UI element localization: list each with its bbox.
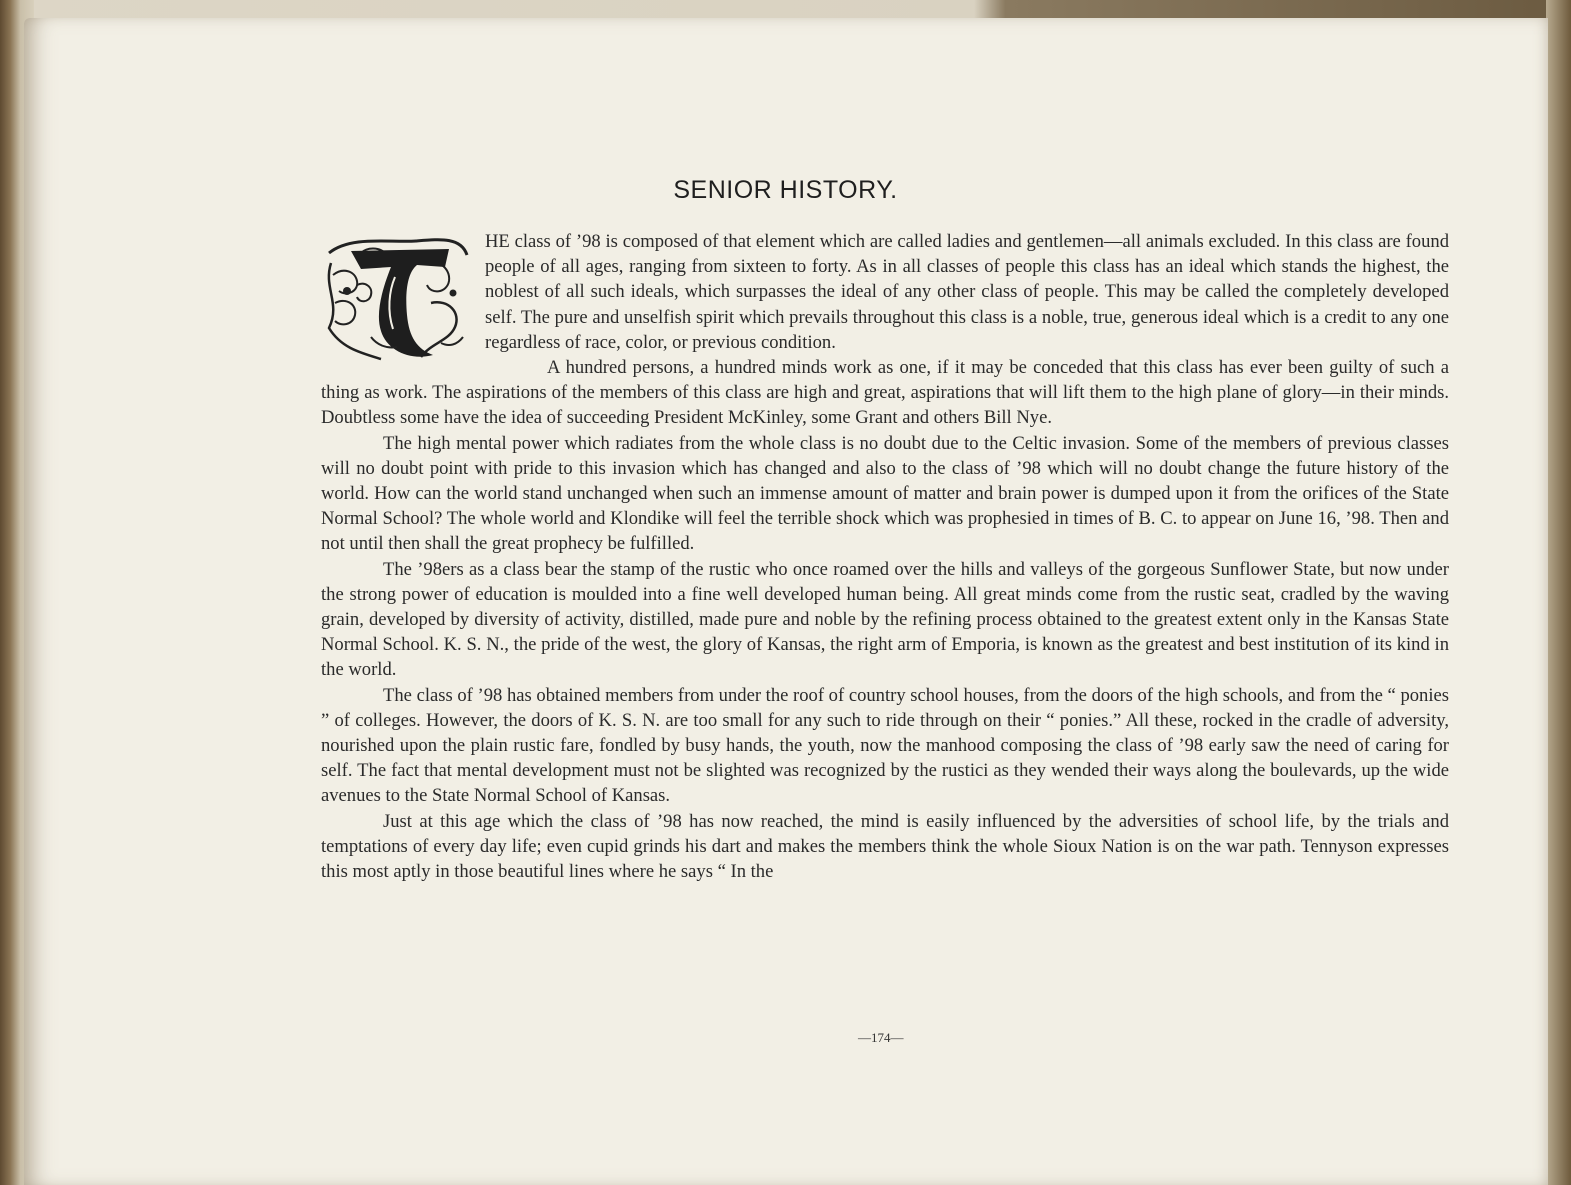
paragraph-6: Just at this age which the class of ’98 has now reached, the mind is easily influenced by the adversities of school life, by the trials and temptations of every day life; even cupid grinds his dart and makes the members think the whole Sioux Nation is on the war path. Tennyson expresses this most aptly in those beautiful lines where he says “ In the xyxy=(321,810,1449,883)
paragraph-1-text: HE class of ’98 is composed of that element which are called ladies and gentlemen—all animals excluded. In this class are found people of all ages, ranging from sixteen to forty. As in all classes of people this class has an ideal which stands the highest, the noblest of all such ideals, which surpasses the ideal of any other class of people. This may be called the completely developed self. The pure and unselfish spirit which prevails throughout this class is a noble, true, generous ideal which is a credit to any one regardless of race, color, or previous condition. xyxy=(485,231,1449,353)
page-number: —174— xyxy=(858,1030,904,1045)
page-title-text: SENIOR HISTORY. xyxy=(673,176,898,204)
paragraph-2: A hundred persons, a hundred minds work as one, if it may be conceded that this class has ever been guilty of such a thing as work. The aspirations of the members of this class are high and great, aspirations that will lift them to the high plane of glory—in their minds. Doubtless some have the idea of succeeding President McKinley, some Grant and others Bill Nye. xyxy=(321,357,1449,429)
ornamental-dropcap-t xyxy=(321,233,471,365)
page-title xyxy=(98,176,1571,205)
paragraph-5: The class of ’98 has obtained members from under the roof of country school houses, from the doors of the high schools, and from the “ ponies ” of colleges. However, the doors of K. S. N. are too small for any such to ride through on their “ ponies.” All these, rocked in the cradle of adversity, nourished upon the plain rustic fare, fondled by busy hands, the youth, now the manhood composing the class of ’98 early saw the need of caring for self. The fact that mental development must not be slighted was recognized by the rustici as they wended their ways along the boulevards, up the wide avenues to the State Normal School of Kansas. xyxy=(321,684,1449,807)
paragraph-4: The ’98ers as a class bear the stamp of the rustic who once roamed over the hills and valleys of the gorgeous Sunflower State, but now under the strong power of education is moulded into a fine well developed human being. All great minds come from the rustic seat, cradled by the waving grain, developed by diversity of activity, distilled, made pure and noble by the refining process obtained to the greatest extent only in the Kansas State Normal School. K. S. N., the pride of the west, the glory of Kansas, the right arm of Emporia, is known as the greatest and best institution of its kind in the world. xyxy=(321,558,1449,681)
paragraph-3: The high mental power which radiates from the whole class is no doubt due to the Celtic invasion. Some of the members of previous classes will no doubt point with pride to this invasion which has changed and also to the class of ’98 which will no doubt change the future history of the world. How can the world stand unchanged when such an immense amount of matter and brain power is dumped upon it from the orifices of the State Normal School? The whole world and Klondike will feel the terrible shock which was prophesied in times of B. C. to appear on June 16, ’98. Then and not until then shall the great prophecy be fulfilled. xyxy=(321,432,1449,555)
article-body xyxy=(321,229,1449,884)
paragraph-1 xyxy=(321,229,1449,355)
